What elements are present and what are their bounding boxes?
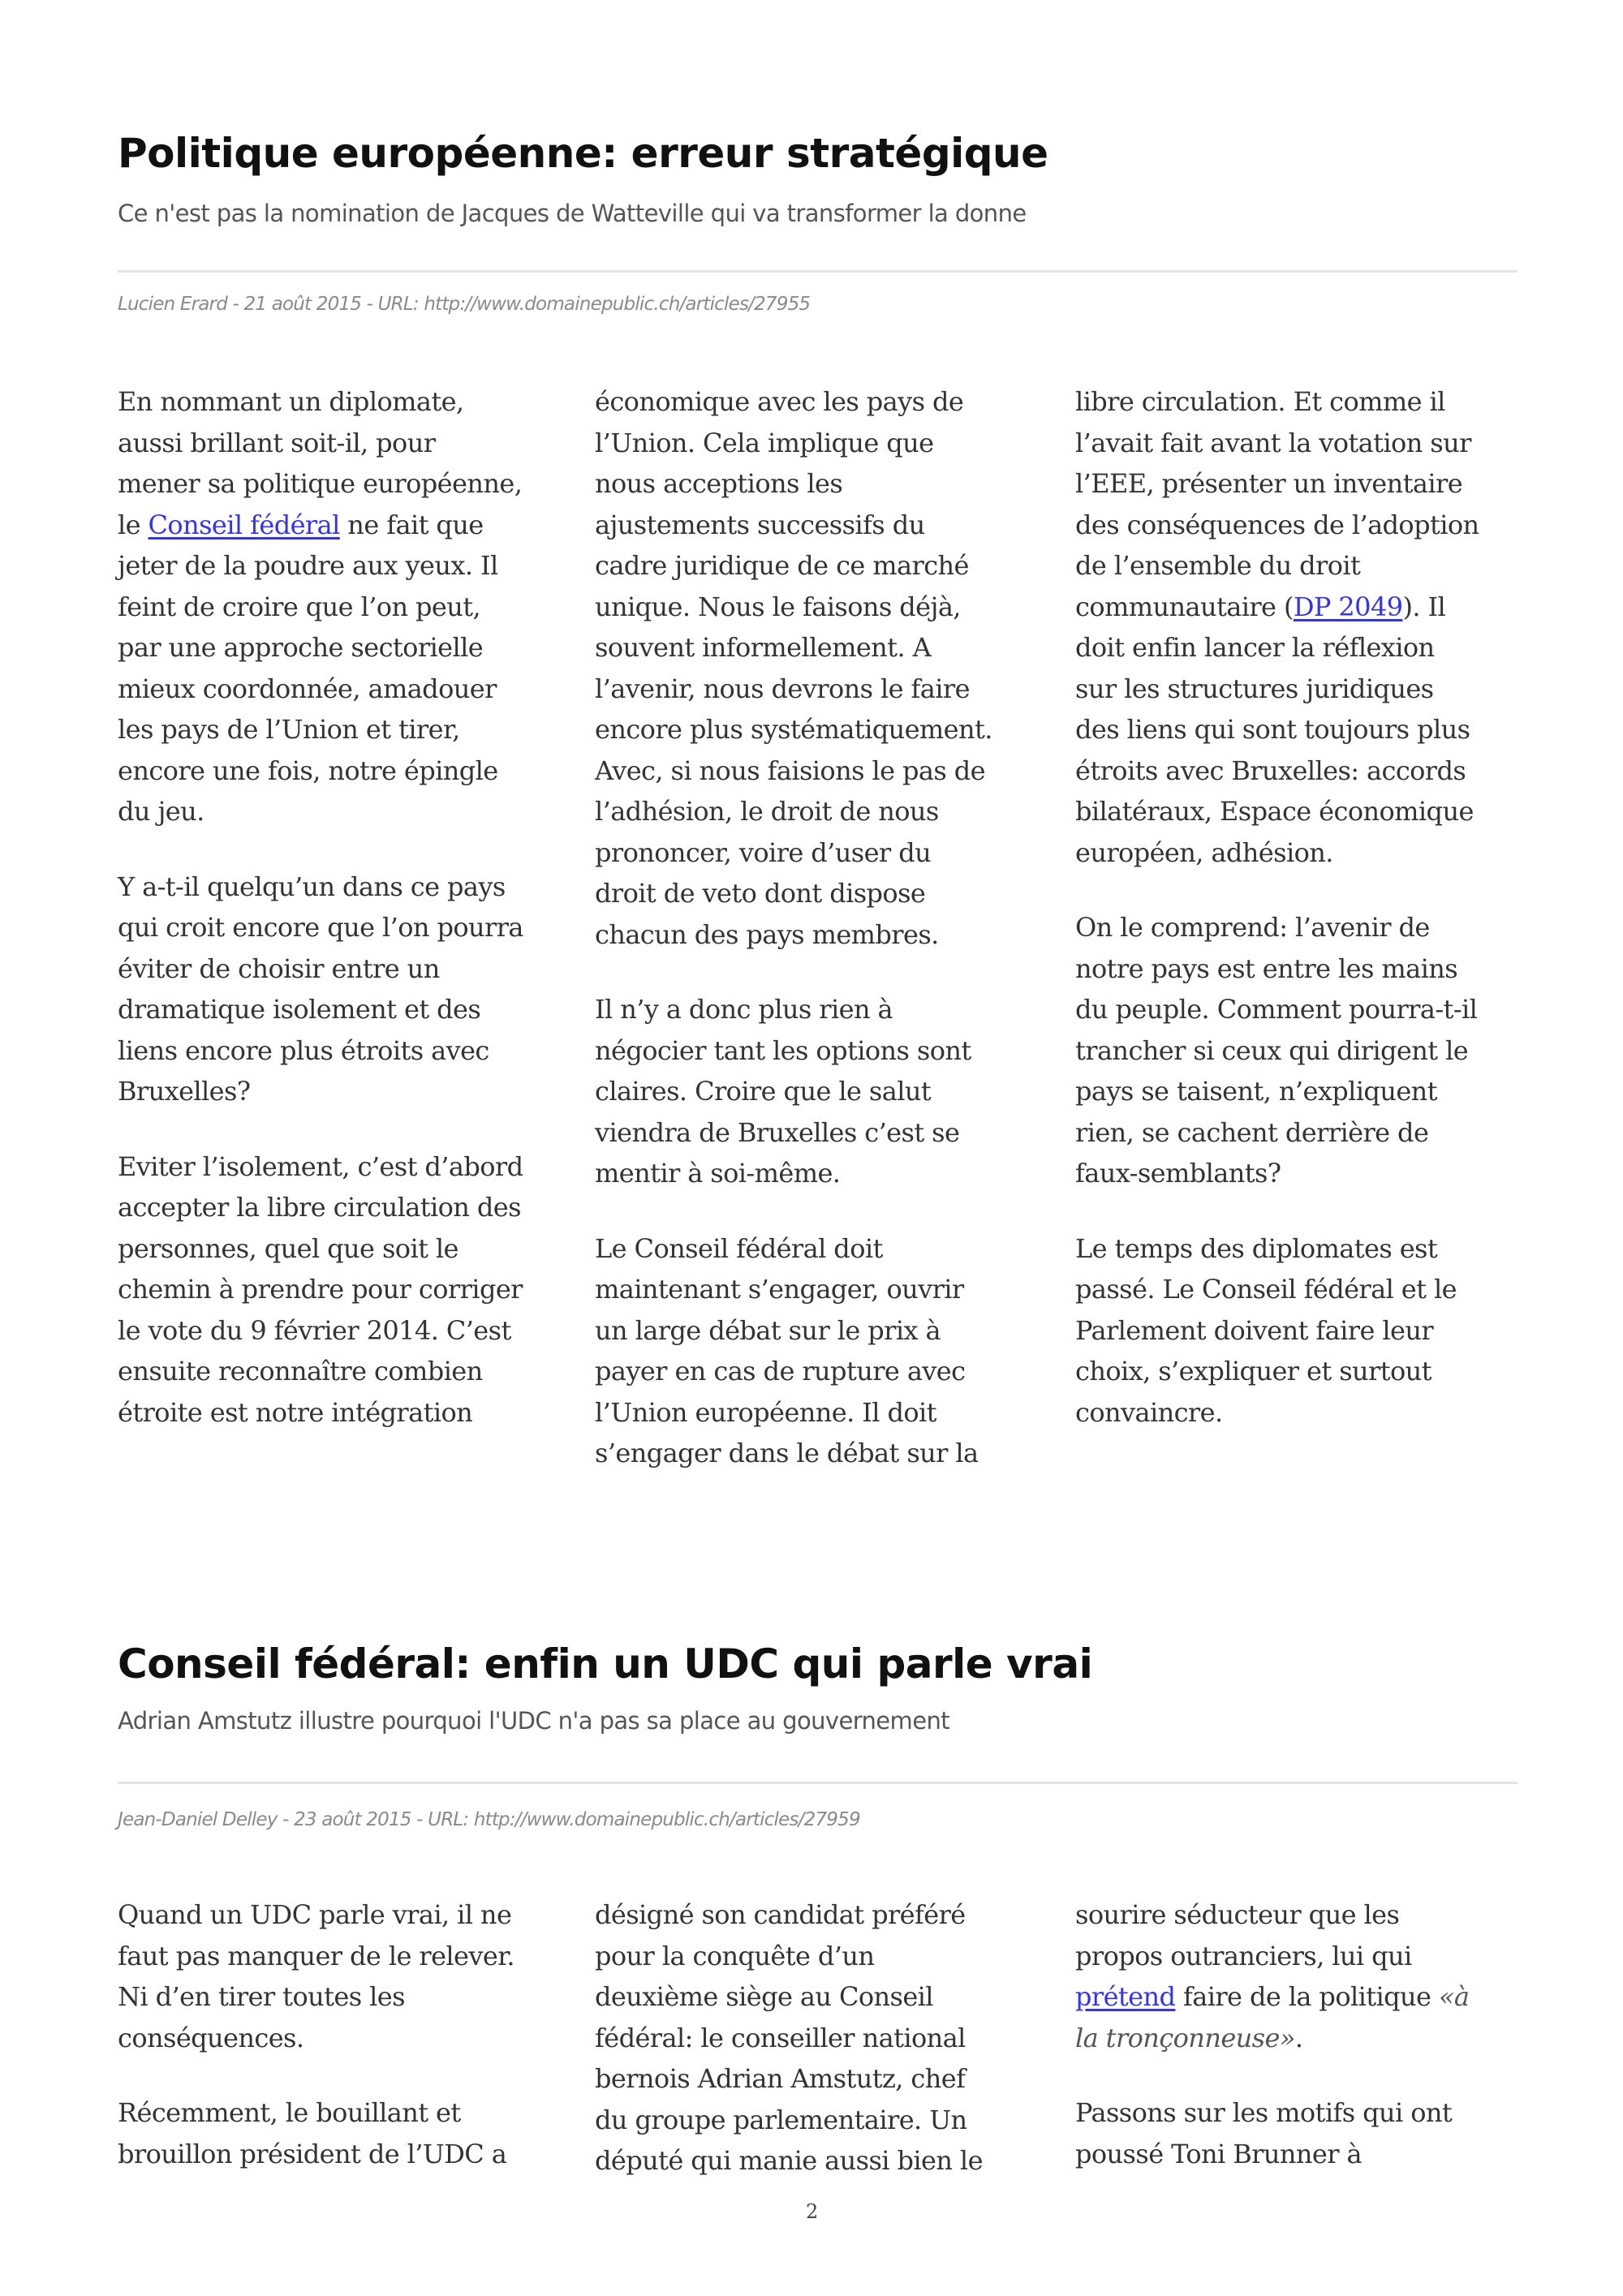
text-line: souvent informellement. A <box>595 632 932 663</box>
text-line: pays se taisent, n’expliquent <box>1075 1076 1437 1107</box>
text-line: personnes, quel que soit le <box>118 1232 458 1264</box>
text-line: étroits avec Bruxelles: accords <box>1075 755 1466 786</box>
text-line: le vote du 9 février 2014. C’est <box>118 1314 511 1346</box>
paragraph <box>595 1894 1049 2182</box>
text-line: unique. Nous le faisons déjà, <box>595 591 961 622</box>
text-line: En nommant un diplomate, <box>118 386 464 417</box>
text-line: sur les structures juridiques <box>1075 673 1434 704</box>
page-number: 2 <box>806 2200 819 2223</box>
text-line: dramatique isolement et des <box>118 994 481 1025</box>
text-line: économique avec les pays de <box>595 386 964 417</box>
text-line: Bruxelles? <box>118 1076 251 1107</box>
text-line: aussi brillant soit-il, pour <box>118 427 436 458</box>
text-line: convaincre. <box>1075 1396 1223 1428</box>
article-title: Politique européenne: erreur stratégique <box>118 130 1048 177</box>
text-line: Passons sur les motifs qui ont <box>1075 2097 1453 2128</box>
text-line: des conséquences de l’adoption <box>1075 509 1479 540</box>
text-line: poussé Toni Brunner à <box>1075 2138 1362 2169</box>
text-line: prétend faire de la politique «à <box>1075 1981 1470 2012</box>
paragraph <box>118 1146 572 1434</box>
italic-quote: «à <box>1438 1981 1470 2012</box>
text-line: Ni d’en tirer toutes les <box>118 1981 405 2012</box>
text-line: faux-semblants? <box>1075 1158 1281 1189</box>
paragraph <box>118 1894 572 2058</box>
paragraph-gap <box>1075 873 1530 907</box>
text-line: mentir à soi-même. <box>595 1158 841 1189</box>
text-line: qui croit encore que l’on pourra <box>118 912 523 943</box>
text-line: mieux coordonnée, amadouer <box>118 673 497 704</box>
text-line: négocier tant les options sont <box>595 1034 971 1066</box>
text-line: fédéral: le conseiller national <box>595 2022 966 2053</box>
text-column-2 <box>595 1894 1049 2182</box>
italic-quote: la tronçonneuse» <box>1075 2022 1295 2053</box>
text-line: Il n’y a donc plus rien à <box>595 994 893 1025</box>
text-line: pour la conquête d’un <box>595 1940 875 1971</box>
text-line: du peuple. Comment pourra-t-il <box>1075 994 1478 1025</box>
text-line: sourire séducteur que les <box>1075 1899 1400 1930</box>
text-line: notre pays est entre les mains <box>1075 952 1458 984</box>
text-line: l’EEE, présenter un inventaire <box>1075 468 1463 499</box>
text-line: Y a-t-il quelqu’un dans ce pays <box>118 871 506 902</box>
text-line: claires. Croire que le salut <box>595 1076 932 1107</box>
paragraph-gap <box>595 955 1049 989</box>
text-column-2 <box>595 381 1049 1474</box>
text-line: l’avenir, nous devrons le faire <box>595 673 970 704</box>
text-line: éviter de choisir entre un <box>118 952 440 984</box>
text-line: viendra de Bruxelles c’est se <box>595 1116 960 1148</box>
text-line: doit enfin lancer la réflexion <box>1075 632 1435 663</box>
paragraph-gap <box>1075 1194 1530 1228</box>
text-line: payer en cas de rupture avec <box>595 1356 966 1387</box>
text-line: nous acceptions les <box>595 468 843 499</box>
text-line: feint de croire que l’on peut, <box>118 591 481 622</box>
text-line: trancher si ceux qui dirigent le <box>1075 1034 1469 1066</box>
text-line: jeter de la poudre aux yeux. Il <box>118 550 498 581</box>
text-line: communautaire (DP 2049). Il <box>1075 591 1446 622</box>
text-column-3 <box>1075 381 1530 1433</box>
text-line: s’engager dans le débat sur la <box>595 1438 979 1468</box>
text-line: propos outranciers, lui qui <box>1075 1940 1412 1971</box>
text-line: prononcer, voire d’user du <box>595 836 932 868</box>
text-line: bilatéraux, Espace économique <box>1075 796 1474 827</box>
text-line: Le temps des diplomates est <box>1075 1232 1438 1264</box>
text-line: du groupe parlementaire. Un <box>595 2104 967 2135</box>
text-line: mener sa politique européenne, <box>118 468 523 499</box>
text-line: encore une fois, notre épingle <box>118 755 498 786</box>
paragraph <box>1075 381 1530 873</box>
divider <box>118 270 1518 273</box>
article-subtitle: Adrian Amstutz illustre pourquoi l'UDC n'a pas sa place au gouvernement <box>118 1707 949 1735</box>
article-byline: Jean-Daniel Delley - 23 août 2015 - URL: http://www.domainepublic.ch/articles/27959 <box>118 1809 860 1830</box>
text-line: accepter la libre circulation des <box>118 1192 521 1223</box>
text-line: les pays de l’Union et tirer, <box>118 714 460 745</box>
paragraph <box>595 381 1049 955</box>
text-line: liens encore plus étroits avec <box>118 1034 489 1066</box>
article-title: Conseil fédéral: enfin un UDC qui parle vrai <box>118 1640 1093 1688</box>
text-line: choix, s’expliquer et surtout <box>1075 1356 1431 1387</box>
paragraph <box>1075 1228 1530 1434</box>
text-line: chacun des pays membres. <box>595 918 939 950</box>
text-line: député qui manie aussi bien le <box>595 2145 983 2176</box>
text-line: conséquences. <box>118 2022 304 2053</box>
text-line: deuxième siège au Conseil <box>595 1981 933 2012</box>
inline-link[interactable]: DP 2049 <box>1293 591 1403 622</box>
text-column-3 <box>1075 1894 1530 2174</box>
text-line: Quand un UDC parle vrai, il ne <box>118 1899 512 1930</box>
text-column-1 <box>118 381 572 1433</box>
text-line: l’Union. Cela implique que <box>595 427 934 458</box>
article-byline: Lucien Erard - 21 août 2015 - URL: http://www.domainepublic.ch/articles/27955 <box>118 294 811 315</box>
text-line: Eviter l’isolement, c’est d’abord <box>118 1150 523 1182</box>
text-line: de l’ensemble du droit <box>1075 550 1361 581</box>
paragraph <box>1075 2092 1530 2174</box>
text-line: l’Union européenne. Il doit <box>595 1396 936 1428</box>
text-line: la tronçonneuse». <box>1075 2022 1303 2053</box>
text-line: maintenant s’engager, ouvrir <box>595 1274 964 1305</box>
text-line: désigné son candidat préféré <box>595 1899 966 1930</box>
text-line: du jeu. <box>118 796 204 827</box>
paragraph-gap <box>1075 2058 1530 2092</box>
inline-link[interactable]: prétend <box>1075 1981 1176 2012</box>
paragraph <box>118 866 572 1112</box>
text-line: l’avait fait avant la votation sur <box>1075 427 1471 458</box>
paragraph-gap <box>118 832 572 866</box>
text-line: brouillon président de l’UDC a <box>118 2138 507 2169</box>
text-line: étroite est notre intégration <box>118 1396 473 1428</box>
text-line: droit de veto dont dispose <box>595 878 926 909</box>
paragraph <box>118 2092 572 2174</box>
text-line: Parlement doivent faire leur <box>1075 1314 1434 1346</box>
article-subtitle: Ce n'est pas la nomination de Jacques de Watteville qui va transformer la donne <box>118 200 1027 227</box>
text-line: encore plus systématiquement. <box>595 714 992 745</box>
paragraph <box>1075 907 1530 1194</box>
paragraph <box>118 381 572 832</box>
text-line: le Conseil fédéral ne fait que <box>118 509 484 540</box>
divider <box>118 1782 1518 1784</box>
paragraph-gap <box>118 1112 572 1146</box>
text-line: ajustements successifs du <box>595 509 925 540</box>
text-line: Avec, si nous faisions le pas de <box>595 755 986 786</box>
text-line: On le comprend: l’avenir de <box>1075 912 1430 943</box>
text-line: Récemment, le bouillant et <box>118 2097 461 2128</box>
text-line: européen, adhésion. <box>1075 836 1333 868</box>
text-line: Le Conseil fédéral doit <box>595 1232 883 1264</box>
paragraph-gap <box>118 2058 572 2092</box>
inline-link[interactable]: Conseil fédéral <box>148 509 340 540</box>
text-line: passé. Le Conseil fédéral et le <box>1075 1274 1457 1305</box>
text-line: ensuite reconnaître combien <box>118 1356 483 1387</box>
paragraph <box>595 989 1049 1194</box>
text-line: chemin à prendre pour corriger <box>118 1274 523 1305</box>
text-line: rien, se cachent derrière de <box>1075 1116 1429 1148</box>
text-line: des liens qui sont toujours plus <box>1075 714 1470 745</box>
paragraph <box>1075 1894 1530 2058</box>
paragraph-gap <box>595 1194 1049 1228</box>
text-column-1 <box>118 1894 572 2174</box>
text-line: l’adhésion, le droit de nous <box>595 796 939 827</box>
text-line: bernois Adrian Amstutz, chef <box>595 2063 966 2094</box>
text-line: libre circulation. Et comme il <box>1075 386 1445 417</box>
text-line: un large débat sur le prix à <box>595 1314 941 1346</box>
text-line: par une approche sectorielle <box>118 632 484 663</box>
text-line: cadre juridique de ce marché <box>595 550 969 581</box>
text-line: faut pas manquer de le relever. <box>118 1940 514 1971</box>
paragraph <box>595 1228 1049 1474</box>
